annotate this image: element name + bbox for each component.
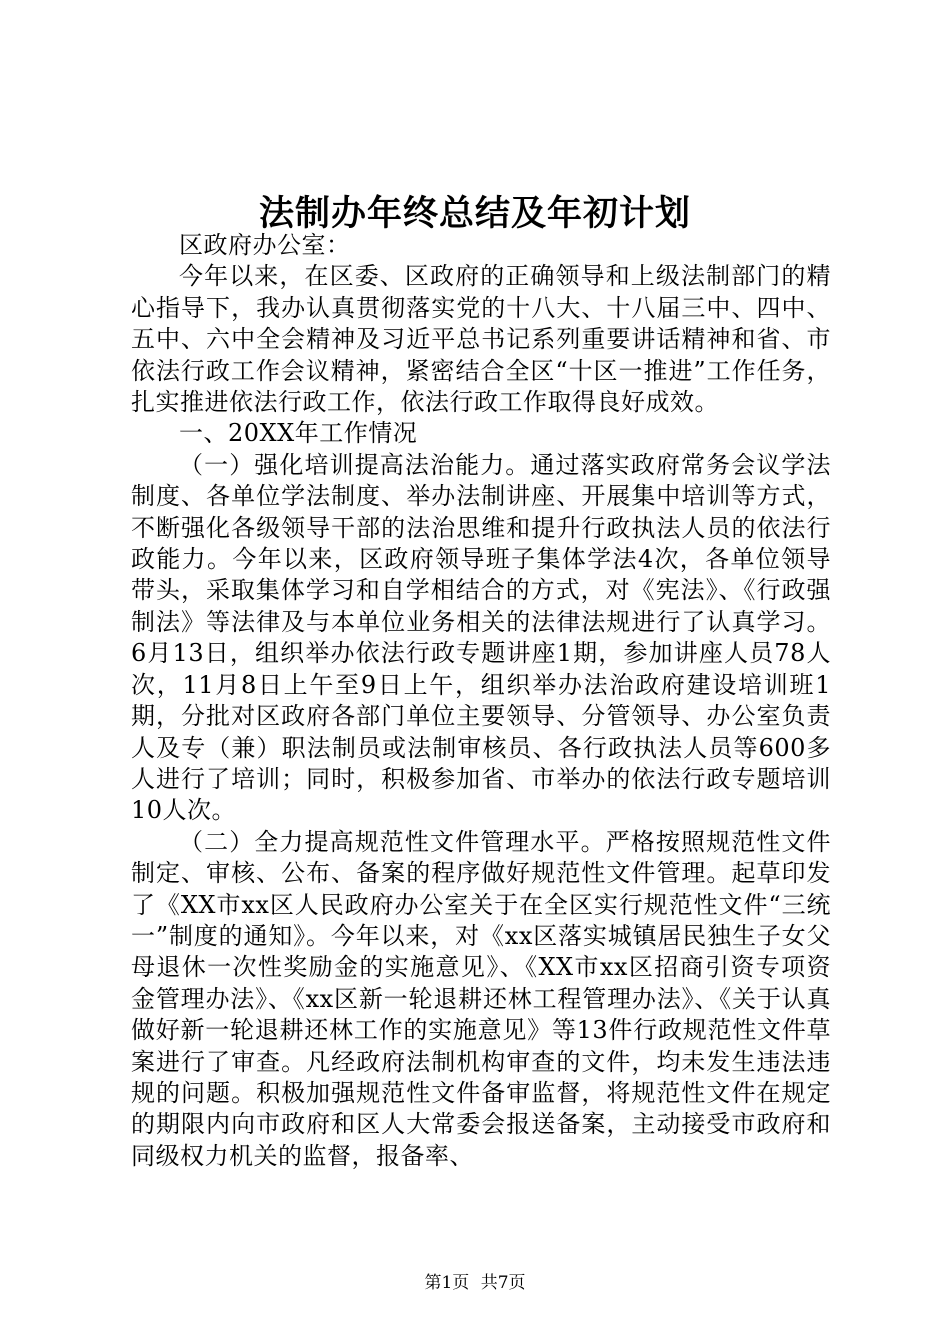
- page-total: 共7页: [480, 1273, 526, 1293]
- section-heading: 一、20XX年工作情况: [179, 419, 418, 448]
- salutation: 区政府办公室：: [179, 231, 351, 259]
- document-body: [131, 230, 831, 1172]
- page-number: 第1页: [424, 1273, 470, 1293]
- paragraph-training: （一）强化培训提高法治能力。通过落实政府常务会议学法制度、各单位学法制度、举办法制讲座、开展集中培训等方式，不断强化各级领导干部的法治思维和提升行政执法人员的依法行政能力。今年以来，区政府领导班子集体学法4次，各单位领导带头，采取集体学习和自学相结合的方式，对《宪法》、《行政强制法》等法律及与本单位业务相关的法律法规进行了认真学习。6月13日，组织举办依法行政专题讲座1期，参加讲座人员78人次，11月8日上午至9日上午，组织举办法治政府建设培训班1期，分批对区政府各部门单位主要领导、分管领导、办公室负责人及专（兼）职法制员或法制审核员、各行政执法人员等600多人进行了培训；同时，积极参加省、市举办的依法行政专题培训10人次。: [131, 450, 831, 825]
- page-footer: [0, 1268, 950, 1293]
- document-title: 法制办年终总结及年初计划: [258, 193, 691, 234]
- intro-paragraph: 今年以来，在区委、区政府的正确领导和上级法制部门的精心指导下，我办认真贯彻落实党的十八大、十八届三中、四中、五中、六中全会精神及习近平总书记系列重要讲话精神和省、市依法行政工作会议精神，紧密结合全区“十区一推进”工作任务，扎实推进依法行政工作，依法行政工作取得良好成效。: [131, 262, 831, 417]
- paragraph-normative-documents: （二）全力提高规范性文件管理水平。严格按照规范性文件制定、审核、公布、备案的程序做好规范性文件管理。起草印发了《XX市xx区人民政府办公室关于在全区实行规范性文件“三统一”制度的通知》。今年以来，对《xx区落实城镇居民独生子女父母退休一次性奖励金的实施意见》、《XX市xx区招商引资专项资金管理办法》、《xx区新一轮退耕还林工程管理办法》、《关于认真做好新一轮退耕还林工作的实施意见》等13件行政规范性文件草案进行了审查。凡经政府法制机构审查的文件，均未发生违法违规的问题。积极加强规范性文件备审监督，将规范性文件在规定的期限内向市政府和区人大常委会报送备案，主动接受市政府和同级权力机关的监督，报备率、: [131, 827, 831, 1170]
